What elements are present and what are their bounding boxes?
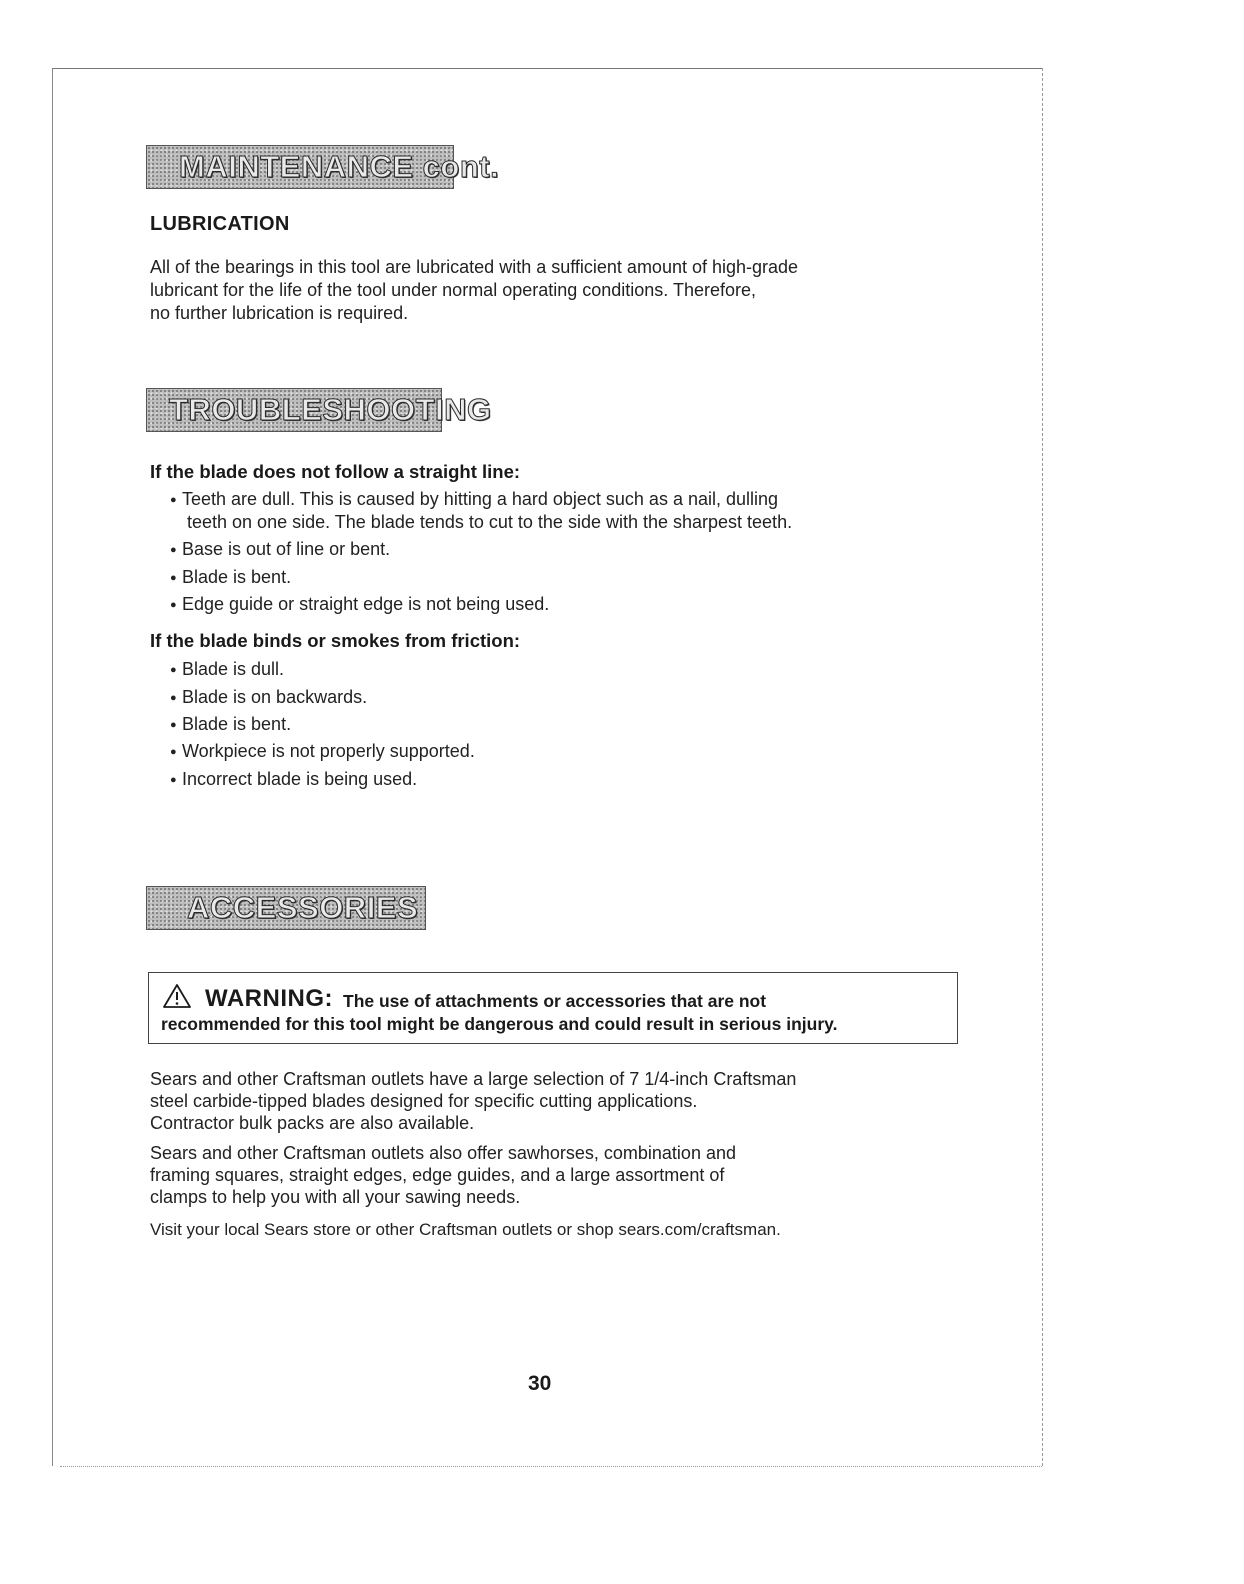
list-item: ● Teeth are dull. This is caused by hitting a hard object such as a nail, dulling teeth on one side. The blade tends to cut to the side with the sharpest teeth. — [170, 489, 793, 532]
list-item: ● Blade is dull. — [170, 659, 285, 679]
troubleshooting-question-2: If the blade binds or smokes from friction: — [150, 630, 521, 651]
troubleshooting-question-1: If the blade does not follow a straight line: — [150, 461, 521, 482]
list-item-continuation: teeth on one side. The blade tends to cut to the side with the sharpest teeth. — [187, 512, 793, 532]
accessories-line: Contractor bulk packs are also available. — [150, 1113, 475, 1133]
list-item: ● Blade is bent. — [170, 567, 292, 587]
accessories-banner-title: ACCESSORIES — [187, 890, 419, 925]
page-border-top — [52, 68, 1042, 69]
maintenance-banner-title: MAINTENANCE cont. — [179, 149, 500, 184]
page-border-left — [52, 68, 53, 1466]
accessories-line: Sears and other Craftsman outlets have a large selection of 7 1/4-inch Craftsman — [150, 1069, 797, 1089]
accessories-line: steel carbide-tipped blades designed for specific cutting applications. — [150, 1091, 698, 1111]
lubrication-line: lubricant for the life of the tool under normal operating conditions. Therefore, — [150, 280, 757, 300]
accessories-paragraph-1 — [150, 1068, 950, 1134]
accessories-line: Visit your local Sears store or other Craftsman outlets or shop sears.com/craftsman. — [150, 1220, 781, 1239]
lubrication-line: All of the bearings in this tool are lubricated with a sufficient amount of high-grade — [150, 257, 799, 277]
bullet-icon: ● — [170, 692, 177, 704]
lubrication-paragraph — [150, 256, 950, 325]
accessories-paragraph-2 — [150, 1142, 950, 1208]
page-border-right — [1042, 68, 1043, 1466]
list-item: ● Blade is bent. — [170, 714, 292, 734]
bullet-icon: ● — [170, 719, 177, 731]
lubrication-line: no further lubrication is required. — [150, 303, 409, 323]
bullet-icon: ● — [170, 572, 177, 584]
list-item: ● Incorrect blade is being used. — [170, 769, 418, 789]
bullet-icon: ● — [170, 746, 177, 758]
troubleshooting-banner-title: TROUBLESHOOTING — [169, 392, 492, 427]
accessories-line: Sears and other Craftsman outlets also offer sawhorses, combination and — [150, 1143, 736, 1163]
warning-text-line2: recommended for this tool might be dangerous and could result in serious injury. — [161, 1014, 838, 1034]
bullet-icon: ● — [170, 494, 177, 506]
accessories-banner — [146, 886, 426, 930]
page-number: 30 — [528, 1372, 552, 1395]
bullet-icon: ● — [170, 664, 177, 676]
list-item: ● Edge guide or straight edge is not being used. — [170, 594, 550, 614]
accessories-line: framing squares, straight edges, edge guides, and a large assortment of — [150, 1165, 725, 1185]
troubleshooting-banner — [146, 388, 492, 432]
bullet-icon: ● — [170, 544, 177, 556]
accessories-line: clamps to help you with all your sawing needs. — [150, 1187, 521, 1207]
warning-label: WARNING: — [205, 985, 333, 1012]
bullet-icon: ● — [170, 599, 177, 611]
warning-box — [148, 972, 958, 1044]
page-border-bottom — [60, 1466, 1042, 1467]
maintenance-banner — [146, 145, 500, 189]
list-item: ● Workpiece is not properly supported. — [170, 741, 475, 761]
list-item: ● Blade is on backwards. — [170, 687, 368, 707]
warning-text-line1: The use of attachments or accessories that are not — [343, 991, 767, 1011]
accessories-paragraph-3 — [150, 1218, 950, 1241]
lubrication-heading: LUBRICATION — [150, 213, 290, 235]
list-item: ● Base is out of line or bent. — [170, 539, 391, 559]
bullet-icon: ● — [170, 774, 177, 786]
warning-triangle-icon — [163, 983, 191, 1009]
